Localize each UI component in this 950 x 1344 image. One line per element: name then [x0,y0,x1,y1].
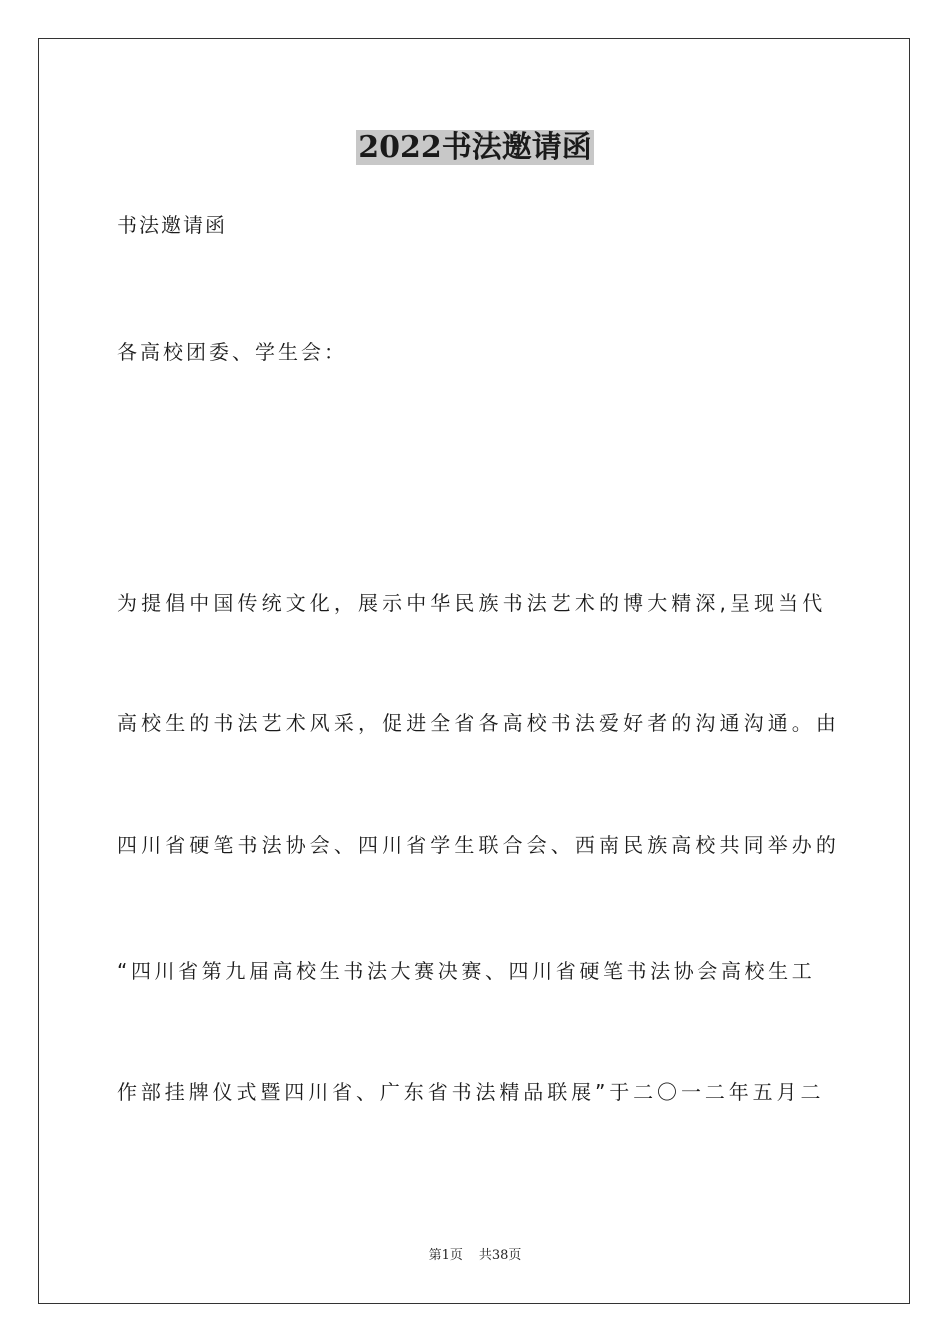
paragraph-line: 高校生的书法艺术风采，促进全省各高校书法爱好者的沟通沟通。由 [117,711,840,735]
page-total: 共38页 [478,1248,522,1263]
page-footer [0,1246,950,1266]
paragraph-line: “四川省第九届高校生书法大赛决赛、四川省硬笔书法协会高校生工 [117,959,816,983]
document-title-text: 2022书法邀请函 [358,130,592,165]
document-title [0,126,950,170]
paragraph-line: 四川省硬笔书法协会、四川省学生联合会、西南民族高校共同举办的 [117,833,840,857]
paragraph-line: 作部挂牌仪式暨四川省、广东省书法精品联展”于二〇一二年五月二 [117,1080,825,1104]
page-number: 第1页 [428,1248,463,1263]
paragraph-line: 为提倡中国传统文化，展示中华民族书法艺术的博大精深,呈现当代 [117,591,827,615]
document-subtitle: 书法邀请函 [117,213,227,237]
salutation: 各高校团委、学生会： [117,340,347,364]
